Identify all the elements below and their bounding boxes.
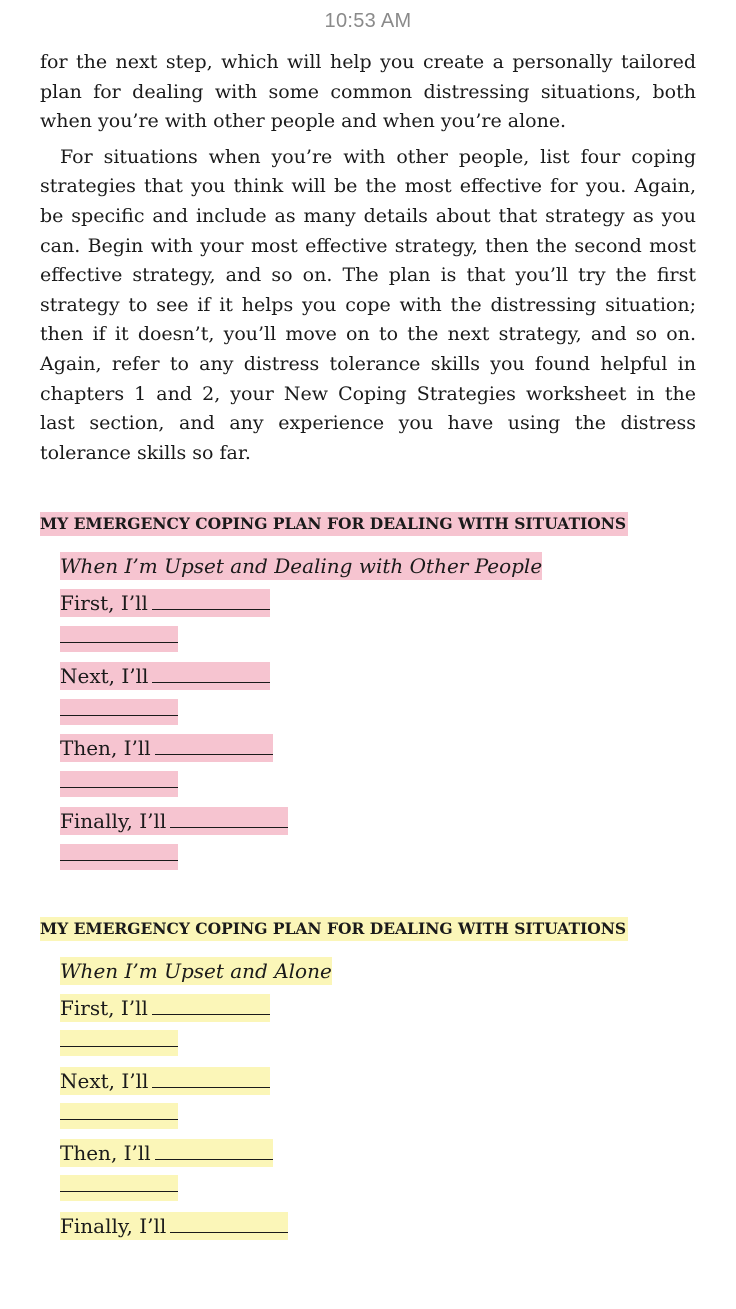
- coping-plan-people: [40, 512, 700, 872]
- answer-blank[interactable]: [155, 1139, 273, 1160]
- answer-blank[interactable]: [170, 807, 288, 828]
- entry-next[interactable]: [60, 1067, 270, 1095]
- section-heading: MY EMERGENCY COPING PLAN FOR DEALING WITH SITUATIONS: [40, 917, 628, 941]
- entry-label: Next, I’ll: [60, 664, 149, 688]
- answer-blank[interactable]: [152, 994, 270, 1015]
- coping-plan-alone: [40, 917, 700, 1247]
- entry-next[interactable]: [60, 662, 270, 690]
- entry-first[interactable]: [60, 994, 270, 1022]
- section-subheading: When I’m Upset and Dealing with Other People: [60, 554, 543, 578]
- answer-blank[interactable]: [152, 662, 270, 683]
- answer-blank-continued[interactable]: [60, 699, 178, 725]
- entry-label: Then, I’ll: [60, 1141, 151, 1165]
- entry-first[interactable]: [60, 589, 270, 617]
- entry-then[interactable]: [60, 1139, 273, 1167]
- answer-blank-continued[interactable]: [60, 771, 178, 797]
- paragraph: For situations when you’re with other people, list four coping strategies that you think will be the most effective for you. Again, be specific and include as many details about that strategy as you can. Begin with your most effective strategy, then the second most effective strategy, and so on. The plan is that you’ll try the first strategy to see if it helps you cope with the distressing situation; then if it doesn’t, you’ll move on to the next strategy, and so on. Again, refer to any distress tolerance skills you found helpful in chapters 1 and 2, your New Coping Strategies worksheet in the last section, and any experience you have using the distress tolerance skills so far.: [40, 145, 696, 464]
- entry-label: First, I’ll: [60, 591, 148, 615]
- answer-blank-continued[interactable]: [60, 1175, 178, 1201]
- entry-label: Next, I’ll: [60, 1069, 149, 1093]
- answer-blank[interactable]: [152, 1067, 270, 1088]
- entry-label: First, I’ll: [60, 996, 148, 1020]
- body-text: [40, 48, 696, 468]
- answer-blank-continued[interactable]: [60, 626, 178, 652]
- answer-blank-continued[interactable]: [60, 1030, 178, 1056]
- entry-then[interactable]: [60, 734, 273, 762]
- status-bar-time: 10:53 AM: [324, 10, 412, 32]
- entry-label: Finally, I’ll: [60, 1214, 167, 1238]
- entry-label: Then, I’ll: [60, 736, 151, 760]
- answer-blank-continued[interactable]: [60, 844, 178, 870]
- answer-blank[interactable]: [170, 1212, 288, 1233]
- entry-finally[interactable]: [60, 1212, 288, 1240]
- answer-blank[interactable]: [152, 589, 270, 610]
- entry-finally[interactable]: [60, 807, 288, 835]
- section-heading: MY EMERGENCY COPING PLAN FOR DEALING WITH SITUATIONS: [40, 512, 628, 536]
- paragraph: for the next step, which will help you create a personally tailored plan for dealing with some common distressing situations, both when you’re with other people and when you’re alone.: [40, 51, 696, 133]
- answer-blank[interactable]: [155, 734, 273, 755]
- entry-label: Finally, I’ll: [60, 809, 167, 833]
- section-subheading: When I’m Upset and Alone: [60, 959, 332, 983]
- answer-blank-continued[interactable]: [60, 1103, 178, 1129]
